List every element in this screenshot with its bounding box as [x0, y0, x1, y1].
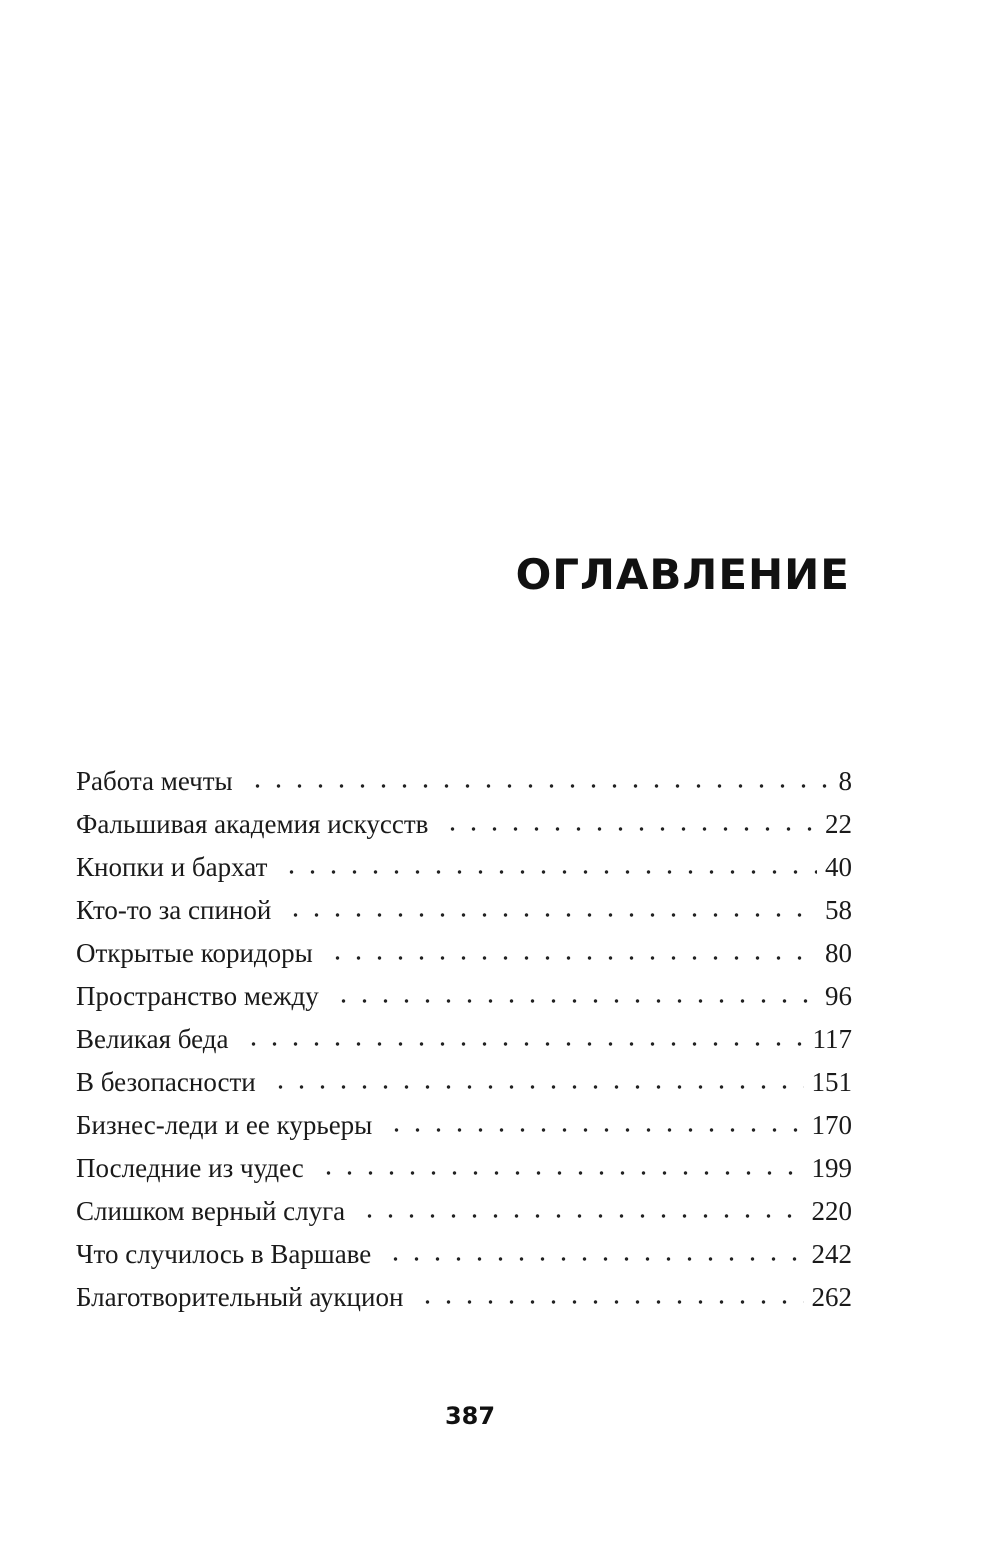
- dot-leader: [386, 1128, 803, 1132]
- toc-entry: [76, 846, 852, 889]
- toc-entry-page: 262: [811, 1282, 852, 1312]
- toc-entry-label: Кнопки и бархат: [76, 852, 268, 882]
- dot-leader: [243, 1042, 805, 1046]
- toc-entry-page: 220: [811, 1196, 852, 1226]
- toc-entry: [76, 803, 852, 846]
- toc-entry: [76, 1190, 852, 1233]
- toc-entry-label: Благотворительный аукцион: [76, 1282, 404, 1312]
- dot-leader: [270, 1085, 804, 1089]
- toc-entry-label: Фальшивая академия искусств: [76, 809, 429, 839]
- toc-entry-label: В безопасности: [76, 1067, 256, 1097]
- toc-entry-page: 8: [838, 766, 852, 796]
- page-number: 387: [444, 1402, 496, 1430]
- toc-entry-label: Что случилось в Варшаве: [76, 1239, 372, 1269]
- toc-entry: [76, 1147, 852, 1190]
- dot-leader: [247, 784, 831, 788]
- toc-entry-page: 151: [811, 1067, 852, 1097]
- dot-leader: [417, 1300, 803, 1304]
- toc-entry-page: 80: [825, 938, 852, 968]
- toc-entry-label: Бизнес-леди и ее курьеры: [76, 1110, 373, 1140]
- toc-entry-page: 58: [825, 895, 852, 925]
- toc-entry: [76, 1018, 852, 1061]
- toc-entry-page: 22: [825, 809, 852, 839]
- toc-entry: [76, 975, 852, 1018]
- toc-entry-label: Последние из чудес: [76, 1153, 304, 1183]
- toc-entry-label: Кто-то за спиной: [76, 895, 272, 925]
- toc-entry: [76, 889, 852, 932]
- dot-leader: [281, 870, 817, 874]
- toc-entry-label: Открытые коридоры: [76, 938, 313, 968]
- dot-leader: [442, 827, 817, 831]
- dot-leader: [385, 1257, 803, 1261]
- dot-leader: [333, 999, 817, 1003]
- dot-leader: [359, 1214, 803, 1218]
- toc-entry-page: 170: [811, 1110, 852, 1140]
- toc-entry-page: 96: [825, 981, 852, 1011]
- toc-entry-label: Работа мечты: [76, 766, 233, 796]
- toc-entry: [76, 1061, 852, 1104]
- toc-entry: [76, 1233, 852, 1276]
- table-of-contents: [76, 760, 852, 1319]
- toc-entry-label: Слишком верный слуга: [76, 1196, 346, 1226]
- toc-entry-page: 242: [811, 1239, 852, 1269]
- dot-leader: [285, 913, 817, 917]
- toc-entry-page: 40: [825, 852, 852, 882]
- page-title: ОГЛАВЛЕНИЕ: [515, 550, 850, 599]
- toc-entry-page: 117: [812, 1024, 852, 1054]
- toc-entry-page: 199: [811, 1153, 852, 1183]
- dot-leader: [318, 1171, 804, 1175]
- toc-entry: [76, 932, 852, 975]
- toc-entry: [76, 1276, 852, 1319]
- toc-entry: [76, 760, 852, 803]
- toc-entry-label: Великая беда: [76, 1024, 229, 1054]
- toc-entry: [76, 1104, 852, 1147]
- toc-entry-label: Пространство между: [76, 981, 319, 1011]
- dot-leader: [327, 956, 817, 960]
